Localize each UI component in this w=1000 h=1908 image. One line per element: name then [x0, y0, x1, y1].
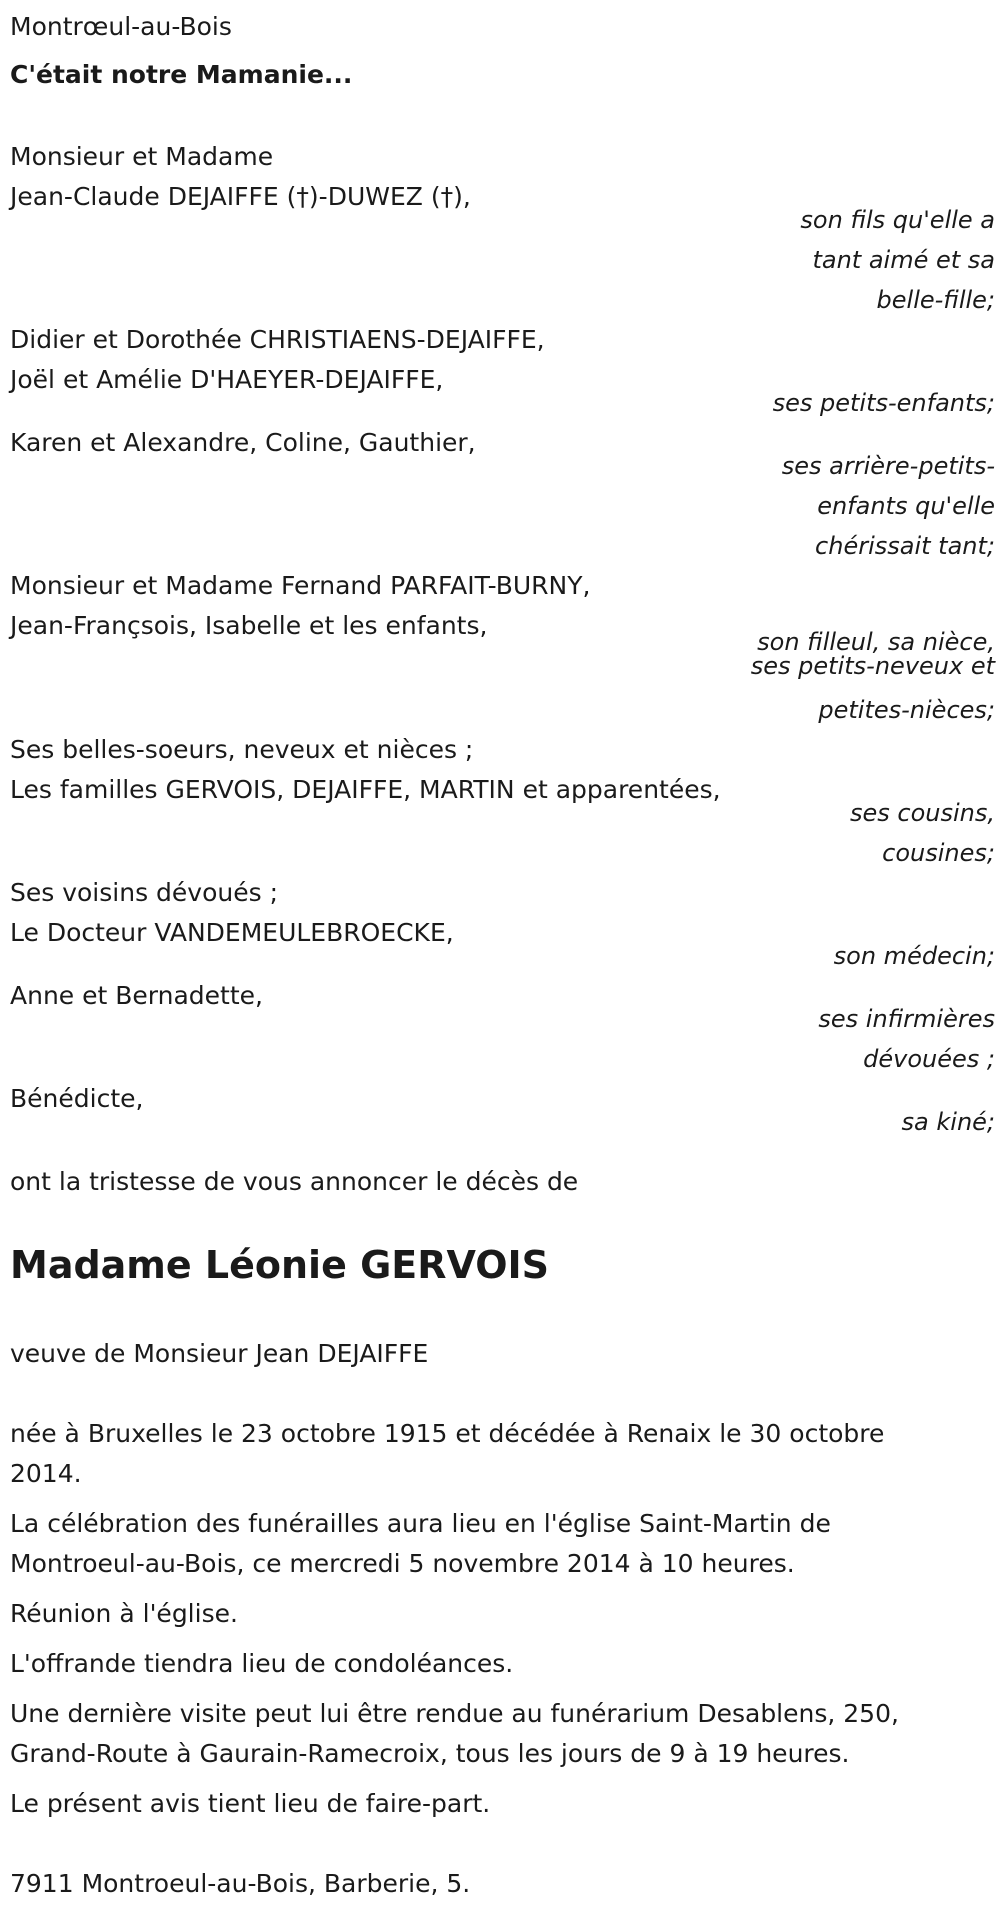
notice-line: Le présent avis tient lieu de faire-part.	[10, 1789, 491, 1818]
announcement-intro: ont la tristesse de vous annoncer le décès de	[10, 1167, 579, 1196]
tagline: C'était notre Mamanie...	[10, 60, 353, 89]
ceremony-paragraph: La célébration des funérailles aura lieu en l'église Saint-Martin de Montroeul-au-Bois, ce mercredi 5 novembre 2014 à 10 heures.	[10, 1509, 831, 1578]
relationship-label: son fils qu'elle a tant aimé et sa belle-fille;	[800, 206, 995, 314]
family-line: Monsieur et Madame	[10, 142, 274, 171]
meeting-line: Réunion à l'église.	[10, 1599, 238, 1628]
family-line: Anne et Bernadette,	[10, 981, 263, 1010]
family-line: Jean-Claude DEJAIFFE (†)-DUWEZ (†),	[10, 182, 471, 211]
offering-line: L'offrande tiendra lieu de condoléances.	[10, 1649, 514, 1678]
relationship-label: ses infirmières dévouées ;	[818, 1005, 995, 1073]
relationship-label: petites-nièces;	[818, 696, 995, 724]
family-line: Bénédicte,	[10, 1084, 144, 1113]
birth-death-paragraph: née à Bruxelles le 23 octobre 1915 et décédée à Renaix le 30 octobre 2014.	[10, 1419, 885, 1488]
relationship-label: sa kiné;	[901, 1108, 995, 1136]
family-line: Ses belles-soeurs, neveux et nièces ;	[10, 735, 474, 764]
visit-paragraph: Une dernière visite peut lui être rendue au funérarium Desablens, 250, Grand-Route à Gaurain-Ramecroix, tous les jours de 9 à 19 heures.	[10, 1699, 899, 1768]
family-line: Jean-Françsois, Isabelle et les enfants,	[10, 611, 488, 640]
family-line: Karen et Alexandre, Coline, Gauthier,	[10, 428, 476, 457]
relationship-label: ses petits-enfants;	[772, 389, 995, 417]
family-line: Ses voisins dévoués ;	[10, 878, 279, 907]
family-line: Les familles GERVOIS, DEJAIFFE, MARTIN et apparentées,	[10, 775, 721, 804]
family-line: Monsieur et Madame Fernand PARFAIT-BURNY,	[10, 571, 591, 600]
widow-line: veuve de Monsieur Jean DEJAIFFE	[10, 1339, 429, 1368]
place-heading: Montrœul-au-Bois	[10, 12, 232, 41]
family-line: Le Docteur VANDEMEULEBROECKE,	[10, 918, 454, 947]
address-line: 7911 Montroeul-au-Bois, Barberie, 5.	[10, 1869, 471, 1898]
deceased-name: Madame Léonie GERVOIS	[10, 1243, 550, 1287]
relationship-label: son médecin;	[833, 942, 995, 970]
family-line: Didier et Dorothée CHRISTIAENS-DEJAIFFE,	[10, 325, 545, 354]
relationship-label: ses arrière-petits- enfants qu'elle chérissait tant;	[781, 452, 995, 560]
family-line: Joël et Amélie D'HAEYER-DEJAIFFE,	[10, 365, 444, 394]
relationship-label: son filleul, sa nièce, ses petits-neveux et	[750, 628, 995, 680]
relationship-label: ses cousins, cousines;	[849, 799, 995, 867]
